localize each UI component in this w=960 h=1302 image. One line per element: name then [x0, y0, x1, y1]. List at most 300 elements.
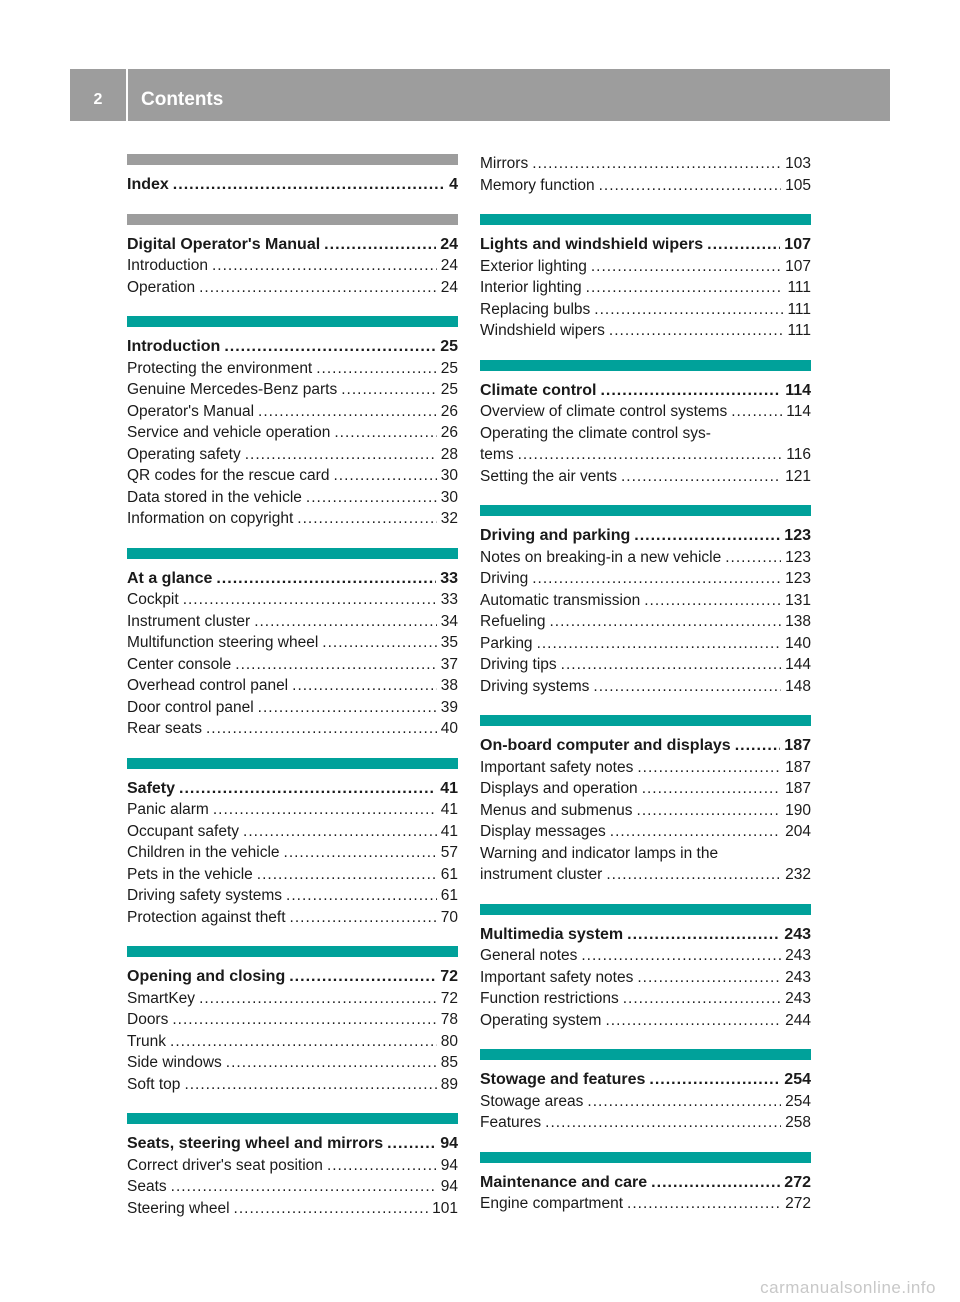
entry-label: Multimedia system [480, 925, 624, 943]
section-heading[interactable] [480, 525, 811, 547]
entry-label: Features [480, 1114, 542, 1131]
entry-page-number: 123 [784, 527, 811, 544]
dot-leader [627, 924, 780, 946]
entry-label: Information on copyright [127, 510, 294, 527]
entry-page-number: 24 [440, 278, 458, 296]
entry-label: Digital Operator's Manual [127, 235, 321, 253]
dot-leader [224, 336, 436, 358]
entry-label: Data stored in the vehicle [127, 488, 302, 506]
dot-leader [581, 945, 781, 967]
toc-entry[interactable] [480, 864, 811, 886]
entry-label: Door control panel [127, 698, 254, 716]
toc-entry[interactable] [127, 632, 458, 654]
entry-page-number: 25 [440, 338, 458, 355]
toc-entry[interactable] [480, 757, 811, 779]
toc-entry[interactable] [480, 401, 811, 423]
entry-label: Engine compartment [480, 1195, 624, 1212]
entry-page-number: 244 [785, 1011, 811, 1029]
entry-label: Replacing bulbs [480, 300, 591, 318]
toc-entry[interactable] [480, 1193, 811, 1215]
toc-entry[interactable] [480, 945, 811, 967]
dot-leader [292, 675, 437, 697]
dot-leader [550, 611, 782, 633]
entry-page-number: 243 [785, 968, 811, 986]
toc-entry[interactable] [127, 988, 458, 1010]
entry-page-number: 144 [785, 656, 811, 673]
toc-section [127, 1113, 458, 1219]
section-heading[interactable] [127, 966, 458, 988]
section-bar [480, 904, 811, 915]
entry-page-number: 190 [785, 801, 811, 819]
toc-entry[interactable] [480, 988, 811, 1010]
dot-leader [226, 1052, 437, 1074]
entry-label: Instrument cluster [127, 612, 251, 630]
entry-label: Doors [127, 1011, 169, 1028]
dot-leader [649, 1069, 780, 1091]
section-bar [480, 1152, 811, 1163]
page-title: Contents [141, 89, 224, 110]
toc-entry[interactable] [480, 153, 811, 175]
entry-label: Exterior lighting [480, 257, 587, 275]
entry-page-number: 72 [440, 989, 458, 1007]
section-heading[interactable] [127, 1133, 458, 1155]
entry-page-number: 187 [785, 758, 811, 776]
entry-page-number: 111 [787, 300, 811, 318]
toc-entry[interactable] [127, 1031, 458, 1053]
dot-leader [637, 800, 782, 822]
entry-label: Introduction [127, 338, 221, 355]
entry-label: Steering wheel [127, 1199, 230, 1217]
entry-label: Windshield wipers [480, 322, 605, 339]
dot-leader [213, 799, 437, 821]
toc-entry[interactable] [127, 379, 458, 401]
section-bar [127, 758, 458, 769]
entry-label: Opening and closing [127, 968, 286, 985]
entry-page-number: 140 [785, 634, 811, 652]
entry-label: Driving and parking [480, 527, 631, 544]
entry-page-number: 61 [440, 887, 458, 904]
toc-entry[interactable] [480, 590, 811, 612]
watermark: carmanualsonline.info [760, 1278, 936, 1297]
entry-label: Operator's Manual [127, 402, 255, 420]
dot-leader [623, 988, 781, 1010]
section-bar [127, 154, 458, 165]
entry-page-number: 34 [440, 612, 458, 630]
toc-column-left [127, 154, 458, 1237]
dot-leader [316, 358, 437, 380]
entry-page-number: 35 [440, 634, 458, 651]
entry-label: Occupant safety [127, 822, 240, 840]
entry-page-number: 111 [787, 322, 811, 339]
toc-entry[interactable] [127, 611, 458, 633]
dot-leader [600, 380, 781, 402]
dot-leader [243, 821, 437, 843]
entry-label: Stowage and features [480, 1071, 646, 1088]
section-bar [480, 214, 811, 225]
entry-page-number: 30 [440, 467, 458, 484]
dot-leader [286, 885, 437, 907]
toc-entry[interactable] [127, 255, 458, 277]
page-number: 2 [93, 91, 103, 108]
toc-entry[interactable] [480, 821, 811, 843]
toc-entry[interactable] [127, 697, 458, 719]
entry-label: Setting the air vents [480, 467, 617, 485]
toc-entry[interactable] [480, 676, 811, 698]
entry-label: Displays and operation [480, 780, 638, 797]
toc-entry[interactable] [480, 967, 811, 989]
toc-entry[interactable] [480, 466, 811, 488]
entry-page-number: 148 [785, 677, 811, 695]
dot-leader [621, 466, 781, 488]
entry-page-number: 41 [440, 822, 458, 840]
dot-leader [235, 654, 436, 676]
entry-page-number: 39 [440, 698, 458, 716]
toc-entry[interactable] [127, 718, 458, 740]
section-heading[interactable] [127, 568, 458, 590]
section-bar [127, 316, 458, 327]
entry-page-number: 121 [785, 467, 811, 485]
entry-page-number: 78 [440, 1011, 458, 1028]
toc-column-right [480, 153, 811, 1233]
entry-page-number: 107 [784, 236, 811, 253]
toc-entry[interactable] [127, 508, 458, 530]
dot-leader [586, 277, 784, 299]
dot-leader [637, 757, 781, 779]
toc-entry[interactable] [480, 299, 811, 321]
entry-label: Panic alarm [127, 801, 209, 818]
toc-section [480, 505, 811, 697]
toc-entry[interactable] [127, 1052, 458, 1074]
header-divider [126, 69, 128, 121]
entry-label: Mirrors [480, 155, 529, 172]
entry-page-number: 272 [784, 1173, 811, 1191]
entry-label: Protecting the environment [127, 359, 313, 377]
toc-entry[interactable] [127, 277, 458, 299]
toc-entry[interactable] [480, 1010, 811, 1032]
dot-leader [599, 175, 782, 197]
entry-page-number: 25 [440, 381, 458, 398]
dot-leader [234, 1198, 429, 1220]
toc-section [127, 316, 458, 530]
toc-entry[interactable] [480, 1091, 811, 1113]
dot-leader [610, 821, 781, 843]
toc-entry[interactable] [127, 1198, 458, 1220]
dot-leader [173, 174, 445, 196]
entry-label: Driving tips [480, 656, 557, 673]
entry-page-number: 103 [785, 155, 811, 172]
dot-leader [627, 1193, 781, 1215]
entry-label: General notes [480, 947, 578, 964]
toc-entry[interactable] [127, 401, 458, 423]
toc-entry[interactable] [127, 465, 458, 487]
section-heading[interactable] [127, 174, 458, 196]
entry-label: Refueling [480, 613, 546, 630]
toc-section [127, 946, 458, 1095]
toc-entry[interactable] [127, 864, 458, 886]
entry-label: Center console [127, 655, 232, 673]
entry-label: Genuine Mercedes-Benz parts [127, 381, 338, 398]
toc-section [127, 154, 458, 196]
dot-leader [731, 401, 782, 423]
entry-label: SmartKey [127, 989, 196, 1007]
dot-leader [609, 320, 784, 342]
section-bar [127, 548, 458, 559]
toc-entry[interactable] [480, 611, 811, 633]
dot-leader [591, 256, 781, 278]
dot-leader [634, 525, 780, 547]
toc-entry[interactable] [127, 487, 458, 509]
dot-leader [172, 1009, 436, 1031]
dot-leader [183, 589, 437, 611]
dot-leader [605, 1010, 781, 1032]
toc-section [480, 1152, 811, 1215]
entry-label: Notes on breaking-in a new vehicle [480, 548, 722, 566]
dot-leader [184, 1074, 436, 1096]
toc-entry[interactable] [480, 547, 811, 569]
entry-page-number: 80 [440, 1032, 458, 1050]
entry-label: QR codes for the rescue card [127, 467, 330, 484]
entry-page-number: 123 [785, 548, 811, 566]
entry-page-number: 94 [440, 1156, 458, 1174]
toc-entry[interactable] [480, 277, 811, 299]
dot-leader [532, 568, 781, 590]
section-bar [480, 1049, 811, 1060]
section-heading[interactable] [127, 778, 458, 800]
toc-entry[interactable] [480, 1112, 811, 1134]
entry-label: Driving systems [480, 677, 590, 695]
entry-page-number: 70 [440, 908, 458, 926]
entry-page-number: 89 [440, 1075, 458, 1093]
entry-label: Rear seats [127, 720, 202, 737]
toc-entry[interactable] [480, 175, 811, 197]
dot-leader [322, 632, 436, 654]
dot-leader [199, 277, 437, 299]
toc-section [480, 360, 811, 488]
toc-entry[interactable] [127, 422, 458, 444]
entry-page-number: 32 [440, 510, 458, 527]
toc-entry[interactable] [480, 633, 811, 655]
entry-page-number: 33 [440, 569, 458, 587]
entry-page-number: 187 [785, 780, 811, 797]
toc-entry[interactable] [127, 654, 458, 676]
entry-label: Maintenance and care [480, 1173, 648, 1191]
entry-label: Trunk [127, 1032, 167, 1050]
dot-leader [289, 966, 436, 988]
toc-section [480, 153, 811, 196]
section-bar [127, 1113, 458, 1124]
entry-page-number: 254 [784, 1071, 811, 1088]
entry-label: Overview of climate control systems [480, 403, 728, 420]
entry-label: Stowage areas [480, 1092, 584, 1110]
dot-leader [171, 1176, 437, 1198]
entry-label: Menus and submenus [480, 801, 633, 819]
toc-entry[interactable] [127, 1009, 458, 1031]
toc-entry[interactable] [480, 444, 811, 466]
toc-entry[interactable] [480, 568, 811, 590]
dot-leader [206, 718, 437, 740]
dot-leader [258, 401, 437, 423]
toc-entry[interactable] [127, 842, 458, 864]
entry-label: Soft top [127, 1075, 181, 1093]
entry-page-number: 131 [785, 591, 811, 609]
entry-page-number: 61 [440, 865, 458, 883]
toc-entry[interactable] [127, 1155, 458, 1177]
entry-page-number: 94 [440, 1178, 458, 1195]
toc-entry-line[interactable]: Warning and indicator lamps in the [480, 844, 719, 862]
entry-label: Driving safety systems [127, 887, 283, 904]
entry-page-number: 114 [786, 403, 811, 420]
toc-entry[interactable] [127, 821, 458, 843]
entry-label: instrument cluster [480, 866, 603, 883]
dot-leader [333, 465, 436, 487]
section-bar [480, 360, 811, 371]
section-heading[interactable] [480, 380, 811, 402]
entry-page-number: 41 [440, 779, 458, 797]
dot-leader [254, 611, 437, 633]
dot-leader [518, 444, 783, 466]
dot-leader [651, 1172, 780, 1194]
toc-entry[interactable] [480, 256, 811, 278]
entry-label: Interior lighting [480, 279, 582, 296]
entry-page-number: 57 [440, 844, 458, 861]
section-heading[interactable] [127, 336, 458, 358]
toc-entry[interactable] [127, 1074, 458, 1096]
dot-leader [637, 967, 781, 989]
entry-page-number: 24 [440, 257, 458, 274]
toc-section [127, 758, 458, 929]
toc-entry-line[interactable]: Operating the climate control sys- [480, 424, 711, 442]
dot-leader [587, 1091, 781, 1113]
section-bar [480, 715, 811, 726]
entry-label: Safety [127, 779, 176, 797]
entry-page-number: 105 [785, 176, 811, 194]
dot-leader [284, 842, 437, 864]
dot-leader [324, 234, 436, 256]
toc-entry[interactable] [127, 444, 458, 466]
toc-entry[interactable] [127, 885, 458, 907]
entry-label: Driving [480, 570, 529, 587]
entry-page-number: 107 [785, 257, 811, 275]
toc-entry[interactable] [127, 358, 458, 380]
entry-page-number: 272 [785, 1195, 811, 1212]
dot-leader [334, 422, 436, 444]
entry-label: tems [480, 446, 514, 463]
entry-page-number: 204 [785, 823, 811, 840]
dot-leader [642, 778, 781, 800]
entry-label: Seats [127, 1178, 167, 1195]
entry-page-number: 187 [784, 737, 811, 754]
dot-leader [306, 487, 437, 509]
dot-leader [258, 697, 437, 719]
entry-label: Memory function [480, 176, 595, 194]
toc-section [480, 1049, 811, 1134]
toc-section [127, 214, 458, 299]
dot-leader [257, 864, 437, 886]
dot-leader [561, 654, 781, 676]
dot-leader [179, 778, 436, 800]
toc-entry[interactable] [480, 800, 811, 822]
entry-page-number: 123 [785, 570, 811, 587]
entry-label: Lights and windshield wipers [480, 236, 704, 253]
entry-page-number: 33 [440, 591, 458, 608]
entry-label: Index [127, 176, 169, 193]
dot-leader [341, 379, 437, 401]
entry-page-number: 30 [440, 488, 458, 506]
toc-section [480, 904, 811, 1032]
entry-label: Children in the vehicle [127, 844, 280, 861]
entry-label: Multifunction steering wheel [127, 634, 319, 651]
toc-entry[interactable] [127, 799, 458, 821]
section-bar [127, 214, 458, 225]
entry-page-number: 114 [785, 381, 811, 399]
entry-page-number: 40 [440, 720, 458, 737]
section-heading[interactable] [480, 735, 811, 757]
dot-leader [735, 735, 781, 757]
entry-label: On-board computer and displays [480, 737, 731, 754]
section-heading[interactable] [480, 1069, 811, 1091]
entry-label: Protection against theft [127, 908, 286, 926]
entry-label: Introduction [127, 257, 208, 274]
toc-entry[interactable] [127, 589, 458, 611]
dot-leader [199, 988, 437, 1010]
entry-label: Automatic transmission [480, 591, 641, 609]
entry-label: Function restrictions [480, 990, 619, 1007]
toc-entry[interactable] [127, 1176, 458, 1198]
dot-leader [297, 508, 436, 530]
toc-section [127, 548, 458, 740]
entry-label: Service and vehicle operation [127, 424, 331, 441]
entry-page-number: 26 [440, 424, 458, 441]
dot-leader [327, 1155, 437, 1177]
dot-leader [725, 547, 781, 569]
dot-leader [216, 568, 436, 590]
toc-entry[interactable] [480, 654, 811, 676]
dot-leader [387, 1133, 436, 1155]
dot-leader [212, 255, 437, 277]
toc-entry[interactable] [127, 907, 458, 929]
entry-label: At a glance [127, 569, 213, 587]
section-heading[interactable] [480, 924, 811, 946]
entry-page-number: 24 [440, 235, 458, 253]
entry-label: Pets in the vehicle [127, 865, 253, 883]
entry-page-number: 38 [440, 677, 458, 694]
dot-leader [537, 633, 782, 655]
dot-leader [532, 153, 781, 175]
section-heading[interactable] [480, 1172, 811, 1194]
entry-page-number: 72 [440, 968, 458, 985]
entry-label: Side windows [127, 1054, 222, 1071]
entry-page-number: 232 [785, 866, 811, 883]
toc-entry[interactable] [127, 675, 458, 697]
entry-page-number: 4 [449, 176, 458, 193]
dot-leader [290, 907, 437, 929]
entry-page-number: 26 [440, 402, 458, 420]
entry-page-number: 243 [785, 990, 811, 1007]
entry-label: Parking [480, 634, 533, 652]
dot-leader [593, 676, 781, 698]
entry-page-number: 243 [784, 925, 811, 943]
section-heading[interactable] [480, 234, 811, 256]
toc-section [480, 715, 811, 886]
entry-page-number: 111 [787, 279, 811, 296]
entry-page-number: 101 [432, 1199, 458, 1217]
entry-label: Operating safety [127, 445, 241, 463]
entry-page-number: 28 [440, 445, 458, 463]
entry-page-number: 41 [440, 801, 458, 818]
section-heading[interactable] [127, 234, 458, 256]
toc-entry[interactable] [480, 778, 811, 800]
toc-entry[interactable] [480, 320, 811, 342]
